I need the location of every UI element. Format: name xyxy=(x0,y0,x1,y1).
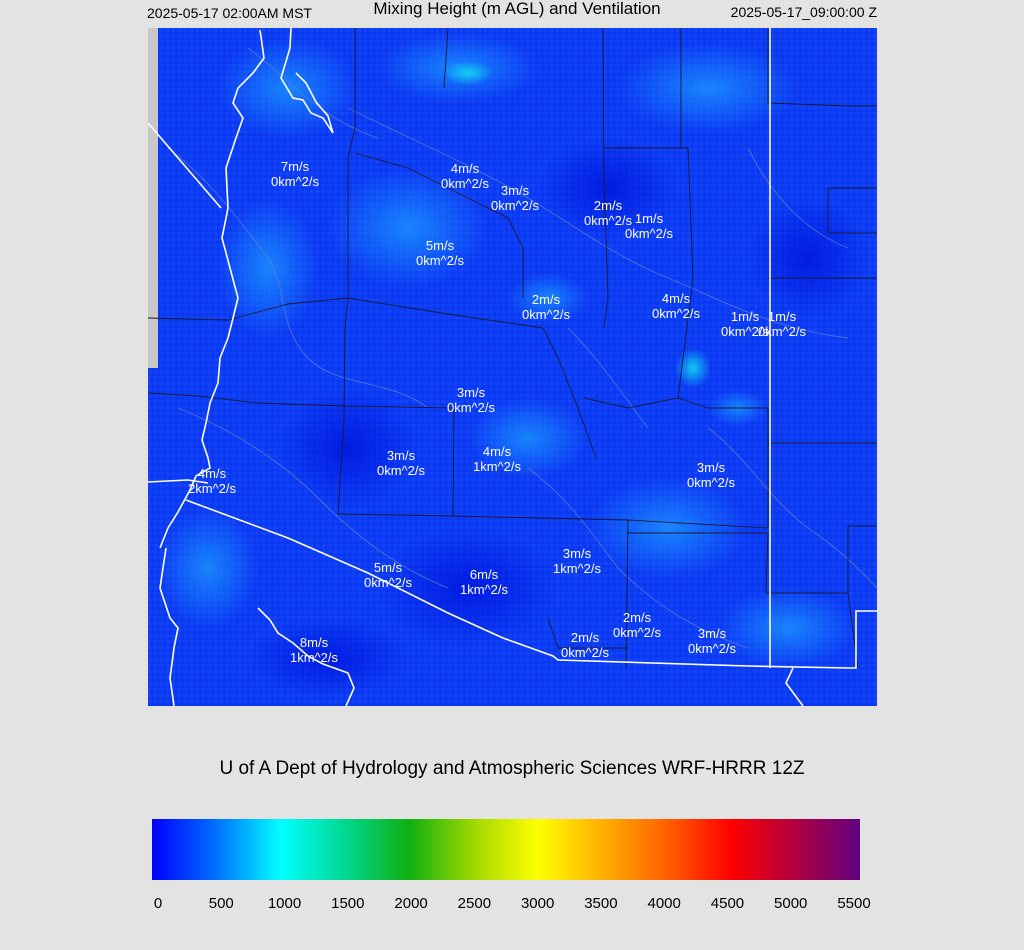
wind-speed: 3m/s xyxy=(697,626,727,641)
station-label xyxy=(652,291,700,321)
map-canvas xyxy=(148,28,877,706)
wind-speed: 8m/s xyxy=(299,635,329,650)
ventilation: 0km^2/s xyxy=(757,324,807,339)
station-label xyxy=(687,460,735,490)
wind-speed: 4m/s xyxy=(197,466,227,481)
wind-speed: 1m/s xyxy=(767,309,797,324)
wind-speed: 3m/s xyxy=(456,385,486,400)
colorbar-ticks xyxy=(0,895,1024,917)
model-credit: U of A Dept of Hydrology and Atmospheric Sciences WRF-HRRR 12Z xyxy=(219,758,805,779)
ventilation: 1km^2/s xyxy=(289,650,339,665)
ventilation: 0km^2/s xyxy=(720,324,770,339)
colorbar-tick-label: 1000 xyxy=(267,895,302,912)
wind-speed: 1m/s xyxy=(730,309,760,324)
wind-speed: 5m/s xyxy=(425,238,455,253)
wind-speed: 2m/s xyxy=(593,198,623,213)
station-label xyxy=(625,211,673,241)
wind-speed: 3m/s xyxy=(386,448,416,463)
ventilation: 0km^2/s xyxy=(686,475,736,490)
ventilation: 0km^2/s xyxy=(583,213,633,228)
ventilation: 1km^2/s xyxy=(472,459,522,474)
station-label xyxy=(491,183,539,213)
station-label xyxy=(364,560,412,590)
init-time-label: 2025-05-17_09:00:00 Z xyxy=(730,4,877,20)
wind-speed: 3m/s xyxy=(562,546,592,561)
ventilation: 0km^2/s xyxy=(612,625,662,640)
colorbar xyxy=(152,819,860,880)
station-label xyxy=(473,444,521,474)
ventilation: 0km^2/s xyxy=(687,641,737,656)
station-label xyxy=(377,448,425,478)
ventilation: 0km^2/s xyxy=(560,645,610,660)
no-data-strip xyxy=(148,28,158,368)
station-label xyxy=(447,385,495,415)
colorbar-tick-label: 3000 xyxy=(520,895,555,912)
ventilation: 0km^2/s xyxy=(651,306,701,321)
station-label xyxy=(460,567,508,597)
wind-speed: 4m/s xyxy=(661,291,691,306)
ventilation: 1km^2/s xyxy=(552,561,602,576)
station-label xyxy=(688,626,736,656)
ventilation: 0km^2/s xyxy=(363,575,413,590)
wind-speed: 1m/s xyxy=(634,211,664,226)
ventilation: 2km^2/s xyxy=(187,481,237,496)
map-title: Mixing Height (m AGL) and Ventilation xyxy=(373,0,661,18)
wind-speed: 4m/s xyxy=(482,444,512,459)
wind-speed: 2m/s xyxy=(531,292,561,307)
colorbar-tick-label: 3500 xyxy=(584,895,618,912)
colorbar-tick-label: 4000 xyxy=(647,895,681,912)
colorbar-tick-label: 1500 xyxy=(331,895,365,912)
ventilation: 0km^2/s xyxy=(376,463,426,478)
wind-speed: 4m/s xyxy=(450,161,480,176)
colorbar-tick-label: 2500 xyxy=(457,895,492,912)
colorbar-tick-label: 500 xyxy=(208,895,234,912)
station-label xyxy=(758,309,806,339)
wind-speed: 5m/s xyxy=(373,560,403,575)
station-label xyxy=(613,610,661,640)
wind-speed: 2m/s xyxy=(622,610,652,625)
ventilation: 0km^2/s xyxy=(490,198,540,213)
wind-speed: 2m/s xyxy=(570,630,600,645)
station-label xyxy=(522,292,570,322)
ventilation: 0km^2/s xyxy=(415,253,465,268)
ventilation: 0km^2/s xyxy=(270,174,320,189)
ventilation: 0km^2/s xyxy=(440,176,490,191)
station-label xyxy=(290,635,338,665)
station-label xyxy=(561,630,609,660)
wind-speed: 3m/s xyxy=(500,183,530,198)
ventilation: 0km^2/s xyxy=(521,307,571,322)
station-label xyxy=(441,161,489,191)
colorbar-tick-label: 5500 xyxy=(837,895,871,912)
station-label xyxy=(271,159,319,189)
station-label xyxy=(188,466,236,496)
colorbar-tick-label: 4500 xyxy=(710,895,745,912)
wind-speed: 7m/s xyxy=(280,159,310,174)
station-label xyxy=(416,238,464,268)
colorbar-tick-label: 2000 xyxy=(394,895,428,912)
valid-time-label: 2025-05-17 02:00AM MST xyxy=(147,5,312,21)
wind-speed: 3m/s xyxy=(696,460,726,475)
mixing-height-map xyxy=(148,28,877,706)
wind-speed: 6m/s xyxy=(469,567,499,582)
ventilation: 1km^2/s xyxy=(459,582,509,597)
ventilation: 0km^2/s xyxy=(624,226,674,241)
ventilation: 0km^2/s xyxy=(446,400,496,415)
colorbar-tick-label: 0 xyxy=(153,895,163,912)
station-label xyxy=(553,546,601,576)
colorbar-tick-label: 5000 xyxy=(774,895,808,912)
